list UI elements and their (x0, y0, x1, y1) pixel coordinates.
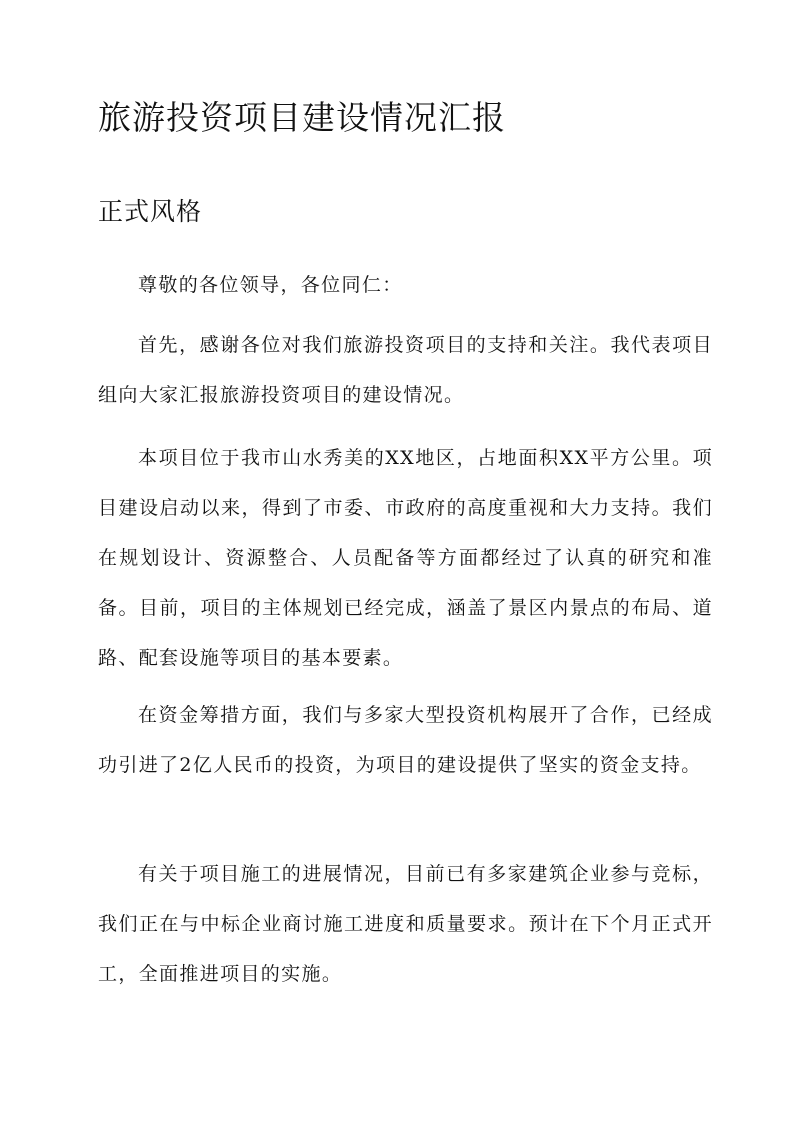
greeting-paragraph: 尊敬的各位领导，各位同仁： (138, 274, 403, 296)
document-subtitle: 正式风格 (98, 197, 203, 226)
funding-paragraph: 在资金筹措方面，我们与多家大型投资机构展开了合作，已经成功引进了2亿人民币的投资，为项目的建设提供了坚实的资金支持。 (98, 704, 713, 776)
introduction-paragraph: 首先，感谢各位对我们旅游投资项目的支持和关注。我代表项目组向大家汇报旅游投资项目的建设情况。 (98, 334, 713, 406)
project-overview-paragraph: 本项目位于我市山水秀美的XX地区，占地面积XX平方公里。项目建设启动以来，得到了市委、市政府的高度重视和大力支持。我们在规划设计、资源整合、人员配备等方面都经过了认真的研究和准备。目前，项目的主体规划已经完成，涵盖了景区内景点的布局、道路、配套设施等项目的基本要素。 (98, 447, 713, 669)
construction-progress-paragraph: 有关于项目施工的进展情况，目前已有多家建筑企业参与竞标，我们正在与中标企业商讨施工进度和质量要求。预计在下个月正式开工，全面推进项目的实施。 (98, 863, 713, 985)
document-title: 旅游投资项目建设情况汇报 (98, 98, 506, 137)
